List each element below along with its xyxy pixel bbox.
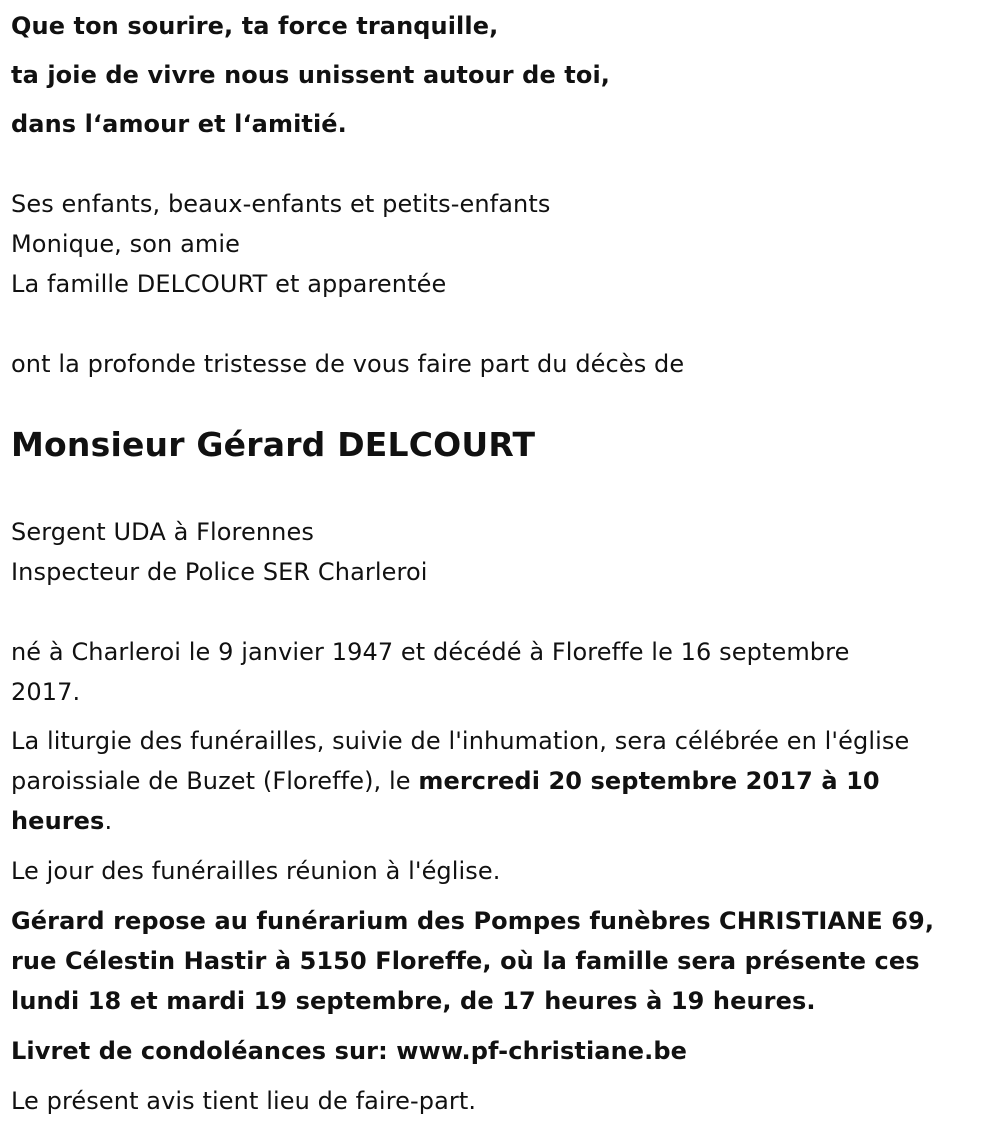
career-line-2: Inspecteur de Police SER Charleroi — [11, 558, 428, 586]
liturgy-period: . — [104, 807, 113, 835]
poem-line-2: ta joie de vivre nous unissent autour de toi, — [11, 61, 610, 89]
career-line-1: Sergent UDA à Florennes — [11, 518, 314, 546]
birth-death-line-2: 2017. — [11, 678, 81, 706]
liturgy-date-text: mercredi 20 septembre 2017 à 10 — [418, 767, 880, 795]
birth-death-line-1: né à Charleroi le 9 janvier 1947 et décédé à Floreffe le 16 septembre — [11, 638, 850, 666]
meeting-text: Le jour des funérailles réunion à l'église. — [11, 857, 501, 885]
liturgy-line-3 — [11, 801, 112, 841]
family-line-3: La famille DELCOURT et apparentée — [11, 270, 447, 298]
liturgy-line-2 — [11, 761, 880, 801]
family-line-2: Monique, son amie — [11, 230, 240, 258]
family-line-1: Ses enfants, beaux-enfants et petits-enfants — [11, 190, 551, 218]
announcement-text: ont la profonde tristesse de vous faire part du décès de — [11, 350, 685, 378]
condolences-link[interactable]: www.pf-christiane.be — [396, 1037, 688, 1065]
notice-text: Le présent avis tient lieu de faire-part. — [11, 1087, 477, 1115]
liturgy-line-1: La liturgie des funérailles, suivie de l'inhumation, sera célébrée en l'église — [11, 727, 910, 755]
funerarium-line-1: Gérard repose au funérarium des Pompes funèbres CHRISTIANE 69, — [11, 907, 935, 935]
liturgy-place-text: paroissiale de Buzet (Floreffe), le — [11, 767, 419, 795]
poem-line-3: dans l‘amour et l‘amitié. — [11, 110, 347, 138]
funerarium-line-2: rue Célestin Hastir à 5150 Floreffe, où la famille sera présente ces — [11, 947, 920, 975]
liturgy-hour-text: heures — [11, 807, 105, 835]
funerarium-line-3: lundi 18 et mardi 19 septembre, de 17 heures à 19 heures. — [11, 987, 816, 1015]
poem-line-1: Que ton sourire, ta force tranquille, — [11, 12, 499, 40]
condolences-line — [11, 1031, 687, 1071]
condolences-label: Livret de condoléances sur: — [11, 1037, 397, 1065]
deceased-name: Monsieur Gérard DELCOURT — [11, 425, 536, 464]
